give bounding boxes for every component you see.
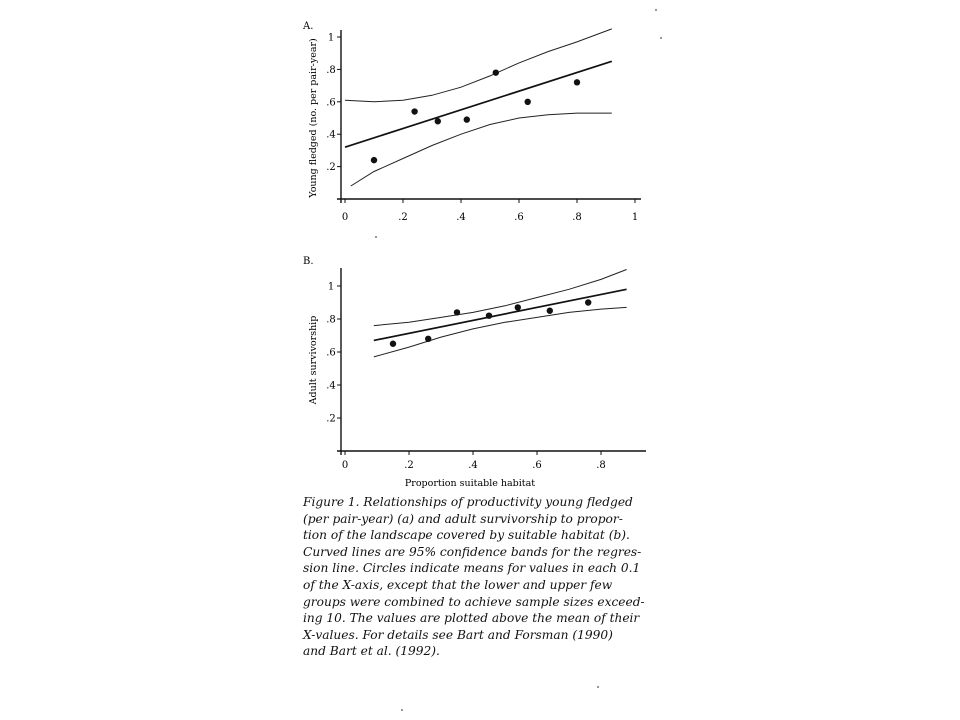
scan-speck [660,37,662,39]
y-tick-label: .6 [326,347,336,359]
data-point [435,118,441,124]
x-tick-label: .6 [514,212,524,223]
x-tick-label: .2 [404,460,414,471]
data-point [574,79,580,85]
data-point [390,341,396,347]
x-tick-label: .2 [398,212,408,223]
data-point [464,116,470,122]
figure-caption [303,494,653,660]
caption-line: groups were combined to achieve sample sizes exceed- [303,594,645,609]
y-tick-label: .4 [326,380,336,392]
x-tick-label: .8 [572,212,582,223]
y-tick-label: .2 [326,162,336,174]
caption-line: Curved lines are 95% confidence bands for the regres- [303,544,642,559]
scan-speck [597,686,599,688]
confidence-band-upper [345,29,612,102]
panel-label: A. [303,21,314,32]
y-tick-label: .4 [326,129,336,141]
caption-line: and Bart et al. (1992). [303,644,440,659]
y-tick-label: 1 [327,32,335,44]
data-point [371,157,377,163]
scan-speck [375,236,377,238]
caption-line: Figure 1. Relationships of productivity young fledged [303,495,633,509]
data-point [585,299,591,305]
data-point [486,313,492,319]
x-tick-label: 0 [341,460,349,471]
x-tick-label: .8 [596,460,606,471]
regression-line [345,61,612,147]
panel-label: B. [303,256,314,267]
data-point [425,336,431,342]
caption-line: X-values. For details see Bart and Forsman (1990) [303,627,613,642]
confidence-band-lower [351,113,612,186]
y-tick-label: .8 [326,64,336,76]
caption-line: (per pair-year) (a) and adult survivorship to propor- [303,511,623,526]
data-point [525,99,531,105]
data-point [547,308,553,314]
x-axis-title: Proportion suitable habitat [404,478,536,489]
data-point [493,69,499,75]
y-axis-title: Adult survivorship [308,315,319,405]
x-tick-label: .6 [532,460,542,471]
y-tick-label: .6 [326,97,336,109]
y-tick-label: .2 [326,413,336,425]
data-point [411,108,417,114]
scan-speck [401,709,403,711]
y-tick-label: 1 [327,281,335,293]
x-tick-label: 0 [341,212,349,223]
caption-line: of the X-axis, except that the lower and upper few [303,577,613,592]
x-tick-label: 1 [631,212,639,223]
scan-speck [655,9,657,11]
caption-line: sion line. Circles indicate means for values in each 0.1 [303,561,641,576]
regression-line [374,289,627,340]
y-tick-label: .8 [326,314,336,326]
x-tick-label: .4 [456,212,466,223]
data-point [454,309,460,315]
caption-line: ing 10. The values are plotted above the mean of their [303,611,640,626]
x-tick-label: .4 [468,460,478,471]
y-axis-title: Young fledged (no. per pair-year) [308,38,319,198]
caption-line: tion of the landscape covered by suitable habitat (b). [303,528,630,543]
data-point [515,304,521,310]
